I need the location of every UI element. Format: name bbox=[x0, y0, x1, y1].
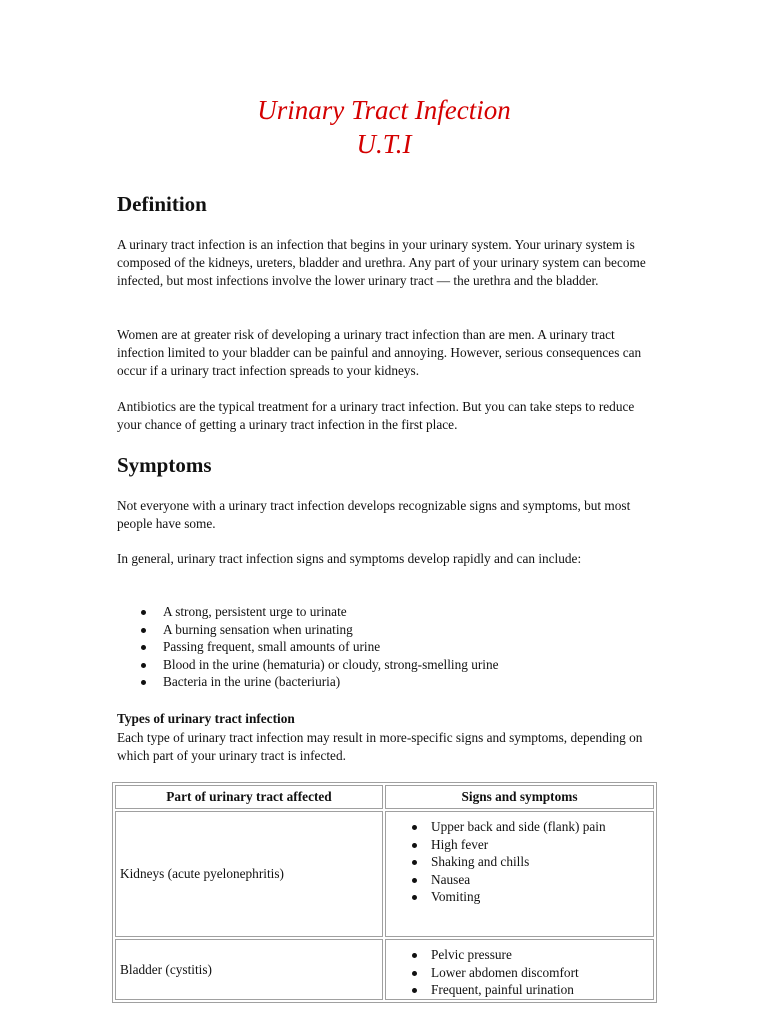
definition-paragraph-3: Antibiotics are the typical treatment for a urinary tract infection. But you can take steps to reduce your chance of getting a urinary tract infection in the first place. bbox=[117, 399, 635, 432]
table-cell-signs bbox=[385, 811, 654, 937]
list-item: A burning sensation when urinating bbox=[117, 621, 499, 639]
list-item: Frequent, painful urination bbox=[390, 981, 649, 999]
table-cell-part: Kidneys (acute pyelonephritis) bbox=[115, 811, 383, 937]
symptoms-paragraph-1: Not everyone with a urinary tract infection develops recognizable signs and symptoms, but most people have some. bbox=[117, 498, 631, 531]
table-row bbox=[115, 939, 654, 1000]
list-item: Upper back and side (flank) pain bbox=[390, 818, 649, 836]
types-heading: Types of urinary tract infection bbox=[117, 711, 295, 726]
table-cell-signs bbox=[385, 939, 654, 1000]
list-item: Lower abdomen discomfort bbox=[390, 964, 649, 982]
list-item: A strong, persistent urge to urinate bbox=[117, 603, 499, 621]
uti-types-table bbox=[112, 782, 657, 1003]
symptoms-paragraph-2: In general, urinary tract infection signs and symptoms develop rapidly and can include: bbox=[117, 551, 582, 566]
table-row bbox=[115, 811, 654, 937]
types-intro: Each type of urinary tract infection may result in more-specific signs and symptoms, depending on which part of your urinary tract is infected. bbox=[117, 730, 643, 763]
list-item: Passing frequent, small amounts of urine bbox=[117, 638, 499, 656]
symptoms-list bbox=[117, 603, 499, 691]
signs-list bbox=[390, 940, 649, 999]
table-cell-part: Bladder (cystitis) bbox=[115, 939, 383, 1000]
list-item: High fever bbox=[390, 836, 649, 854]
list-item: Blood in the urine (hematuria) or cloudy, strong-smelling urine bbox=[117, 656, 499, 674]
column-header-part: Part of urinary tract affected bbox=[115, 785, 383, 809]
definition-heading: Definition bbox=[117, 192, 207, 216]
document-title: Urinary Tract Infection bbox=[257, 95, 511, 125]
document-subtitle: U.T.I bbox=[356, 129, 412, 159]
list-item: Shaking and chills bbox=[390, 853, 649, 871]
table-header-row bbox=[115, 785, 654, 809]
list-item: Vomiting bbox=[390, 888, 649, 906]
definition-paragraph-2: Women are at greater risk of developing a urinary tract infection than are men. A urinary tract infection limited to your bladder can be painful and annoying. However, serious consequences can occur if a urinary tract infection spreads to your kidneys. bbox=[117, 327, 642, 378]
column-header-signs: Signs and symptoms bbox=[385, 785, 654, 809]
symptoms-heading: Symptoms bbox=[117, 453, 212, 477]
list-item: Bacteria in the urine (bacteriuria) bbox=[117, 673, 499, 691]
definition-paragraph-1: A urinary tract infection is an infection that begins in your urinary system. Your urinary system is composed of the kidneys, ureters, bladder and urethra. Any part of your urinary system can become infected, but most infections involve the lower urinary tract — the urethra and the bladder. bbox=[117, 237, 646, 288]
list-item: Pelvic pressure bbox=[390, 946, 649, 964]
list-item: Nausea bbox=[390, 871, 649, 889]
signs-list bbox=[390, 812, 649, 936]
